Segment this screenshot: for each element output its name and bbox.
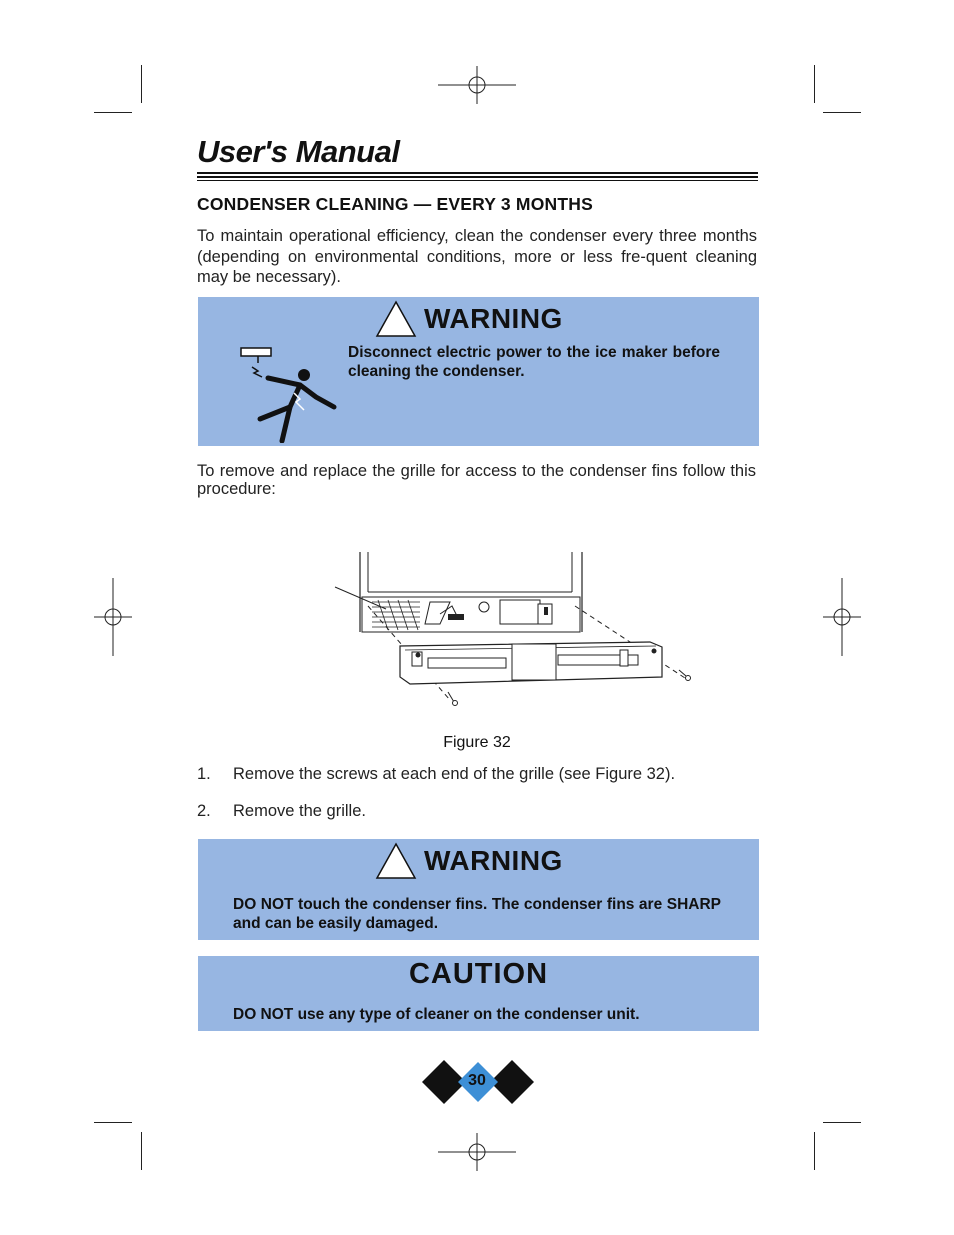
page-title: User's Manual	[197, 134, 400, 169]
crop-mark	[814, 65, 815, 103]
caution-box	[198, 956, 759, 1031]
registration-mark-icon	[94, 578, 132, 656]
registration-mark-icon	[438, 66, 516, 104]
step-text: Remove the grille.	[233, 802, 366, 820]
step-number: 2.	[197, 802, 211, 820]
warning-heading: WARNING	[424, 303, 563, 334]
step-number: 1.	[197, 765, 211, 783]
crop-mark	[94, 112, 132, 113]
warning-box	[198, 297, 759, 446]
figure-caption: Figure 32	[443, 734, 511, 751]
page-number: 30	[468, 1072, 486, 1089]
procedure-intro: To remove and replace the grille for access to the condenser fins follow this procedure:	[197, 462, 756, 498]
title-rule	[197, 172, 758, 174]
title-rule	[197, 176, 758, 178]
caution-heading: CAUTION	[408, 958, 549, 990]
crop-mark	[141, 65, 142, 103]
registration-mark-icon	[823, 578, 861, 656]
crop-mark	[141, 1132, 142, 1170]
section-heading: CONDENSER CLEANING — EVERY 3 MONTHS	[197, 194, 593, 214]
caution-text: DO NOT use any type of cleaner on the condenser unit.	[233, 1006, 640, 1023]
warning-text: DO NOT touch the condenser fins. The condenser fins are SHARP and can be easily damaged.	[233, 896, 721, 932]
grille-removal-figure	[330, 552, 700, 712]
title-rule	[197, 180, 758, 181]
crop-mark	[823, 1122, 861, 1123]
warning-text: Disconnect electric power to the ice maker before cleaning the condenser.	[348, 344, 720, 380]
warning-triangle-icon	[375, 300, 417, 338]
step-text: Remove the screws at each end of the grille (see Figure 32).	[233, 765, 676, 783]
crop-mark	[823, 112, 861, 113]
registration-mark-icon	[438, 1133, 516, 1171]
intro-paragraph: To maintain operational efficiency, clean the condenser every three months (depending on environmental conditions, more or less fre-quent cleaning may be necessary).	[197, 227, 757, 286]
crop-mark	[94, 1122, 132, 1123]
electric-shock-icon	[238, 345, 338, 443]
warning-heading: WARNING	[424, 845, 563, 876]
warning-triangle-icon	[375, 842, 417, 880]
crop-mark	[814, 1132, 815, 1170]
warning-box	[198, 839, 759, 940]
